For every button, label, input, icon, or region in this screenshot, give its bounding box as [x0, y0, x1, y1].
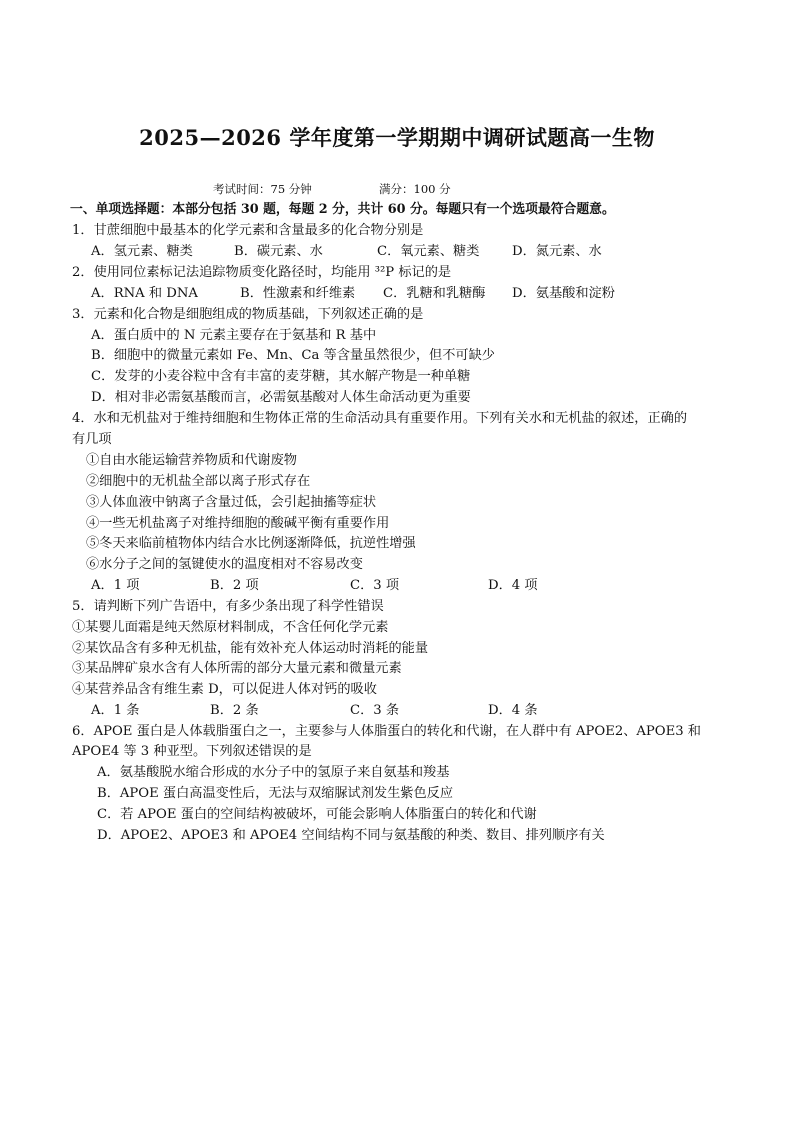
question-3-option-a: A．蛋白质中的 N 元素主要存在于氨基和 R 基中 — [91, 328, 377, 343]
question-5-stem: 5．请判断下列广告语中，有多少条出现了科学性错误 — [72, 599, 384, 614]
question-1-option-d: D．氮元素、水 — [512, 244, 602, 259]
question-2-option-c: C．乳糖和乳糖酶 — [383, 286, 486, 301]
question-4-item-5: ⑤冬天来临前植物体内结合水比例逐渐降低，抗逆性增强 — [86, 536, 416, 551]
question-1-stem: 1．甘蔗细胞中最基本的化学元素和含量最多的化合物分别是 — [72, 223, 424, 238]
question-6-option-b: B．APOE 蛋白高温变性后，无法与双缩脲试剂发生紫色反应 — [97, 786, 454, 801]
question-3-option-b: B．细胞中的微量元素如 Fe、Mn、Ca 等含量虽然很少，但不可缺少 — [91, 348, 495, 363]
question-5-item-2: ②某饮品含有多种无机盐，能有效补充人体运动时消耗的能量 — [72, 641, 429, 656]
question-4-stem: 4．水和无机盐对于维持细胞和生物体正常的生命活动具有重要作用。下列有关水和无机盐的叙述，正确的 — [72, 411, 688, 426]
question-4-item-4: ④一些无机盐离子对维持细胞的酸碱平衡有重要作用 — [86, 516, 390, 531]
question-5-option-a: A．1 条 — [91, 703, 140, 718]
question-5-item-4: ④某营养品含有维生素 D，可以促进人体对钙的吸收 — [72, 682, 377, 697]
question-6-stem-cont: APOE4 等 3 种亚型。下列叙述错误的是 — [72, 744, 312, 759]
question-6-stem: 6．APOE 蛋白是人体载脂蛋白之一，主要参与人体脂蛋白的转化和代谢，在人群中有 APOE2、APOE3 和 — [72, 724, 701, 739]
question-2-stem: 2．使用同位素标记法追踪物质变化路径时，均能用 ³²P 标记的是 — [72, 265, 452, 280]
question-5-option-d: D．4 条 — [488, 703, 538, 718]
question-4-option-c: C．3 项 — [350, 578, 400, 593]
question-6-option-c: C．若 APOE 蛋白的空间结构被破坏，可能会影响人体脂蛋白的转化和代谢 — [97, 807, 537, 822]
question-4-option-a: A．1 项 — [91, 578, 140, 593]
question-3-option-c: C．发芽的小麦谷粒中含有丰富的麦芽糖，其水解产物是一种单糖 — [91, 369, 471, 384]
question-4-item-2: ②细胞中的无机盐全部以离子形式存在 — [86, 474, 311, 489]
question-6-option-a: A．氨基酸脱水缩合形成的水分子中的氢原子来自氨基和羧基 — [97, 765, 450, 780]
question-4-option-b: B．2 项 — [210, 578, 259, 593]
question-4-option-d: D．4 项 — [488, 578, 538, 593]
question-4-item-1: ①自由水能运输营养物质和代谢废物 — [86, 453, 297, 468]
question-5-option-c: C．3 条 — [350, 703, 400, 718]
question-2-option-a: A．RNA 和 DNA — [91, 286, 198, 301]
exam-score: 满分：100 分 — [379, 182, 451, 196]
question-4-stem-cont: 有几项 — [72, 432, 112, 447]
section-heading: 一、单项选择题：本部分包括 30 题，每题 2 分，共计 60 分。每题只有一个选项最符合题意。 — [70, 202, 615, 217]
question-1-option-b: B．碳元素、水 — [234, 244, 323, 259]
exam-time: 考试时间：75 分钟 — [213, 182, 312, 196]
question-6-option-d: D．APOE2、APOE3 和 APOE4 空间结构不同与氨基酸的种类、数目、排列顺序有关 — [97, 828, 605, 843]
question-2-option-b: B．性激素和纤维素 — [240, 286, 356, 301]
question-1-option-c: C．氧元素、糖类 — [377, 244, 480, 259]
question-4-item-3: ③人体血液中钠离子含量过低，会引起抽搐等症状 — [86, 495, 377, 510]
question-2-option-d: D．氨基酸和淀粉 — [512, 286, 615, 301]
question-5-item-1: ①某婴儿面霜是纯天然原材料制成，不含任何化学元素 — [72, 620, 389, 635]
question-4-item-6: ⑥水分子之间的氢键使水的温度相对不容易改变 — [86, 557, 363, 572]
exam-title: 2025—2026 学年度第一学期期中调研试题高一生物 — [139, 125, 655, 150]
question-5-option-b: B．2 条 — [210, 703, 259, 718]
question-3-stem: 3．元素和化合物是细胞组成的物质基础，下列叙述正确的是 — [72, 307, 424, 322]
question-3-option-d: D．相对非必需氨基酸而言，必需氨基酸对人体生命活动更为重要 — [91, 390, 471, 405]
question-5-item-3: ③某品牌矿泉水含有人体所需的部分大量元素和微量元素 — [72, 661, 402, 676]
question-1-option-a: A．氢元素、糖类 — [91, 244, 193, 259]
